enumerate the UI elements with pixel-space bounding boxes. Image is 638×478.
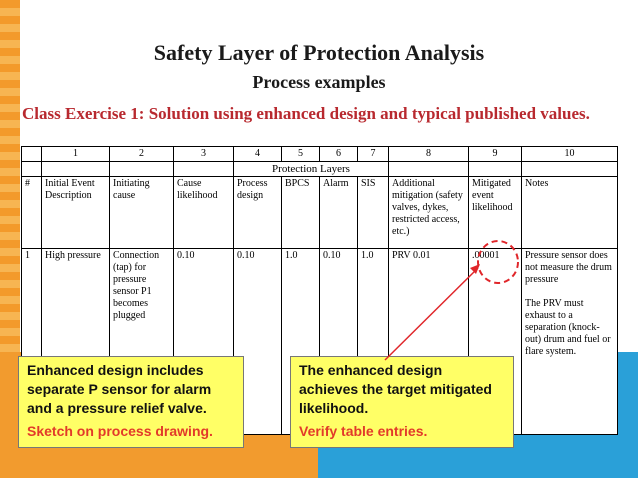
callout-action: Verify table entries. <box>299 423 428 439</box>
header-cell: Process design <box>234 177 282 249</box>
number-row <box>22 147 618 162</box>
header-cell: # <box>22 177 42 249</box>
header-cell: BPCS <box>282 177 320 249</box>
protection-layers-header: Protection Layers <box>234 162 389 177</box>
col-number: 1 <box>42 147 110 162</box>
col-number: 2 <box>110 147 174 162</box>
page-subtitle: Process examples <box>252 72 386 92</box>
notes-cell: Pressure sensor does not measure the drum pressure The PRV must exhaust to a separation (knock-out) drum and fuel or flare system. <box>522 249 618 435</box>
row-cell: High pressure <box>42 249 110 435</box>
col-number: 4 <box>234 147 282 162</box>
callout-enhanced-design <box>18 356 244 448</box>
header-cell: Initiating cause <box>110 177 174 249</box>
row-cell: 1 <box>22 249 42 435</box>
row-cell: 0.10 <box>174 249 234 435</box>
col-number: 5 <box>282 147 320 162</box>
row-cell: 1.0 <box>358 249 389 435</box>
callout-action: Sketch on process drawing. <box>27 423 213 439</box>
row-cell: 0.10 <box>320 249 358 435</box>
col-number: 6 <box>320 147 358 162</box>
row-cell: 0.10 <box>234 249 282 435</box>
header-row <box>22 177 618 249</box>
header-cell: Mitigated event likelihood <box>469 177 522 249</box>
row-cell: .00001 <box>469 249 522 435</box>
header-cell: Alarm <box>320 177 358 249</box>
protection-layers-row <box>22 162 618 177</box>
header-cell: Additional mitigation (safety valves, dykes, restricted access, etc.) <box>389 177 469 249</box>
col-number: 8 <box>389 147 469 162</box>
col-number: 9 <box>469 147 522 162</box>
row-cell: PRV 0.01 <box>389 249 469 435</box>
exercise-heading: Class Exercise 1: Solution using enhanced design and typical published values. <box>22 104 590 123</box>
callout-text: The enhanced design achieves the target mitigated likelihood. <box>299 362 492 416</box>
header-cell: Cause likelihood <box>174 177 234 249</box>
row-cell: 1.0 <box>282 249 320 435</box>
callout-text: Enhanced design includes separate P sensor for alarm and a pressure relief valve. <box>27 362 212 416</box>
col-number: 10 <box>522 147 618 162</box>
row-cell: Connection (tap) for pressure sensor P1 becomes plugged <box>110 249 174 435</box>
col-number: 3 <box>174 147 234 162</box>
header-cell: Initial Event Description <box>42 177 110 249</box>
callout-target-achieved <box>290 356 514 448</box>
header-cell: SIS <box>358 177 389 249</box>
col-number: 7 <box>358 147 389 162</box>
page-title: Safety Layer of Protection Analysis <box>153 40 485 65</box>
header-cell: Notes <box>522 177 618 249</box>
